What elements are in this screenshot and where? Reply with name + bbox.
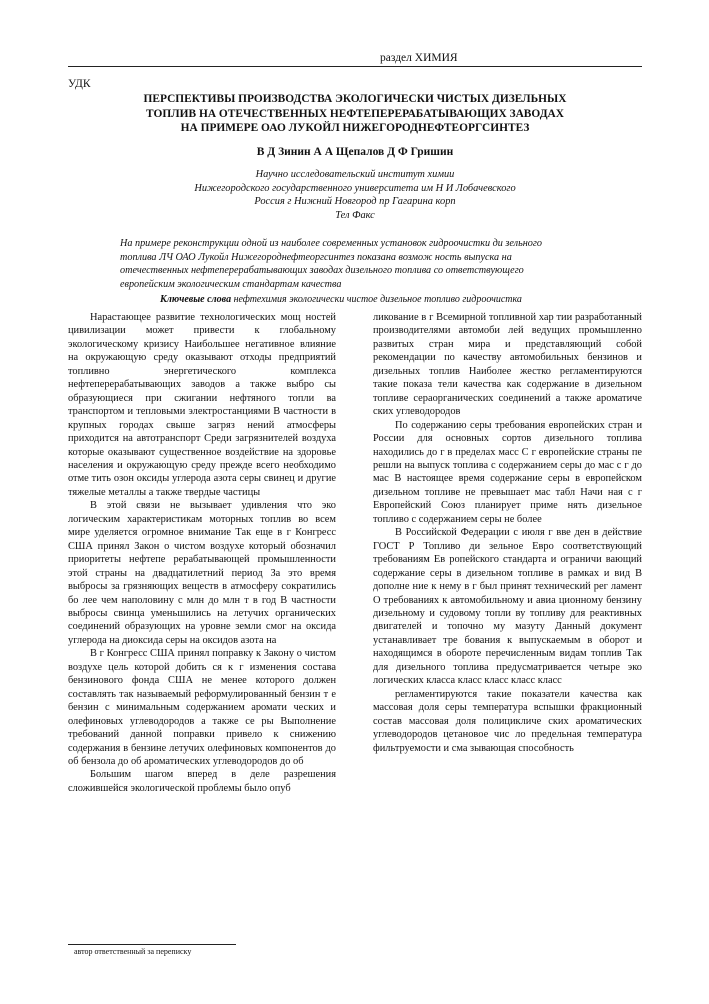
affiliation-line-3: Россия г Нижний Новгород пр Гагарина корп — [254, 196, 456, 207]
title-line-3: НА ПРИМЕРЕ ОАО ЛУКОЙЛ НИЖЕГОРОДНЕФТЕОРГСИНТЕЗ — [180, 122, 530, 134]
affiliation-line-2: Нижегородского государственного университета им Н И Лобачевского — [194, 182, 516, 194]
footnote-rule — [68, 944, 236, 945]
paragraph: По содержанию серы требования европейских стран и России для основных сортов дизельного топлива находились до г в пределах масс С г европейские страны пе решли на выпуск топлива с содержанием серы до мас с г до мас В настоящее время содержание серы в европейском дизельном топливе не превышает мас табл Начи ная с г Европейский Союз планирует приме нять дизельное топливо с содержанием серы не более — [373, 419, 642, 525]
header-rule — [68, 66, 642, 67]
affiliation-line-4: Тел Факс — [335, 209, 375, 221]
footnote: автор ответственный за переписку — [74, 947, 192, 956]
body-column-left — [68, 311, 336, 795]
paragraph: Нарастающее развитие технологических мощ ностей цивилизации может привести к глобальному экологическому кризису Наибольшее негативное влияние на окружающую среду оказывают отходы предприятий топливно энергетического комплекса нефтеперерабатывающих заводов а также выбро сы образующиеся при сжигании нефтяного топли ва транспортом и тепловыми электростанциями В частности в крупных городах свыше загряз нений атмосферы приходится на автотранспорт Среди загрязнителей воздуха которые оказывают существенное воздействие на здоровье населения и окружающую среду прежде всего необходимо отме тить озон оксиды углерода азота серы свинец и другие тяжелые металлы а также твердые частицы — [68, 312, 336, 498]
affiliation-line-1: Научно исследовательский институт химии — [255, 169, 455, 180]
paragraph: ликование в г Всемирной топливной хар тии разработанный производителями автомоби лей ведущих промышленно развитых стран мира и представляющий собой рекомендации по качеству автомобильных бензинов и дизельных топлив Наиболее жестко регламентируются такие показа тели качества как содержание в дизельном топливе сераорганических соединений а также ароматиче ских углеводородов — [373, 312, 642, 418]
keywords-text: нефтехимия экологически чистое дизельное топливо гидроочистка — [233, 294, 522, 305]
body-column-right — [373, 311, 642, 755]
abstract: На примере реконструкции одной из наиболее современных установок гидроочистки ди зельного топлива ЛЧ ОАО Лукойл Нижегороднефтеоргсинтез показана возмож ность выпуска на отечественных нефтеперерабатывающих заводах дизельного топлива со ответствующего европейским экологическим стандартам качества — [120, 238, 542, 290]
paragraph: В г Конгресс США принял поправку к Закону о чистом воздухе цель которой добить ся к г изменения состава бензинового фонда США не менее которого должен составлять так называемый реформулированный бензин т е бензин с минимальным содержанием аромати ческих и олефиновых углеводородов а также се ры Выполнение требований данной поправки привело к снижению содержания в бензине летучих олефиновых компонентов до об бензола до об ароматических углеводородов до об — [68, 648, 336, 767]
keywords-label: Ключевые слова — [160, 294, 232, 305]
paragraph: Большим шагом вперед в деле разрешения сложившейся экологической проблемы было опуб — [68, 769, 336, 794]
paragraph: В Российской Федерации с июля г вве ден в действие ГОСТ Р Топливо ди зельное Евро соответствующий требованиям Ев ропейского стандарта и ограничи вающий содержание серы в дизельном топливе в рамках и вид В дополне ние к нему в г был принят технический рег ламент О требованиях к автомобильному и авиа ционному бензину дизельному и судовому топли ву топливу для реактивных двигателей и топочно му мазуту Данный документ устанавливает тре бования к выпускаемым в оборот и находящимся в обороте перечисленным видам топлив Так для дизельного топлива предусматривается четыре эко логических класса класс класс класс класс — [373, 527, 642, 687]
authors: В Д Зинин А А Щепалов Д Ф Гришин — [256, 146, 454, 158]
paragraph: регламентируются такие показатели качества как массовая доля серы температура вспышки фракционный состав массовая доля полицикличе ских ароматических углеводородов цетановое чис ло предельная температура фильтруемости и сма зывающая способность — [373, 688, 642, 754]
article-title — [120, 92, 590, 136]
paragraph: В этой связи не вызывает удивления что эко логическим характеристикам моторных топлив во всем мире уделяется огромное внимание Так еще в г Конгресс США принял Закон о чистом воздухе который обозначил приоритеты нефтепе рерабатывающей промышленности этой страны на двадцатилетний период За это время выбросы за грязняющих веществ в атмосферу сократились бо лее чем наполовину с млн до млн т в год В частности выбросы свинца уменьшились на летучих органических соединений образующих на уровне земли смог на оксида углерода на диоксида серы на оксидов азота на — [68, 500, 336, 646]
affiliation — [68, 168, 642, 222]
udk-label: УДК — [68, 78, 91, 90]
keywords — [160, 294, 600, 305]
section-header: раздел ХИМИЯ — [380, 52, 458, 64]
title-line-2: ТОПЛИВ НА ОТЕЧЕСТВЕННЫХ НЕФТЕПЕРЕРАБАТЫВАЮЩИХ ЗАВОДАХ — [146, 107, 564, 120]
title-line-1: ПЕРСПЕКТИВЫ ПРОИЗВОДСТВА ЭКОЛОГИЧЕСКИ ЧИСТЫХ ДИЗЕЛЬНЫХ — [143, 93, 567, 105]
